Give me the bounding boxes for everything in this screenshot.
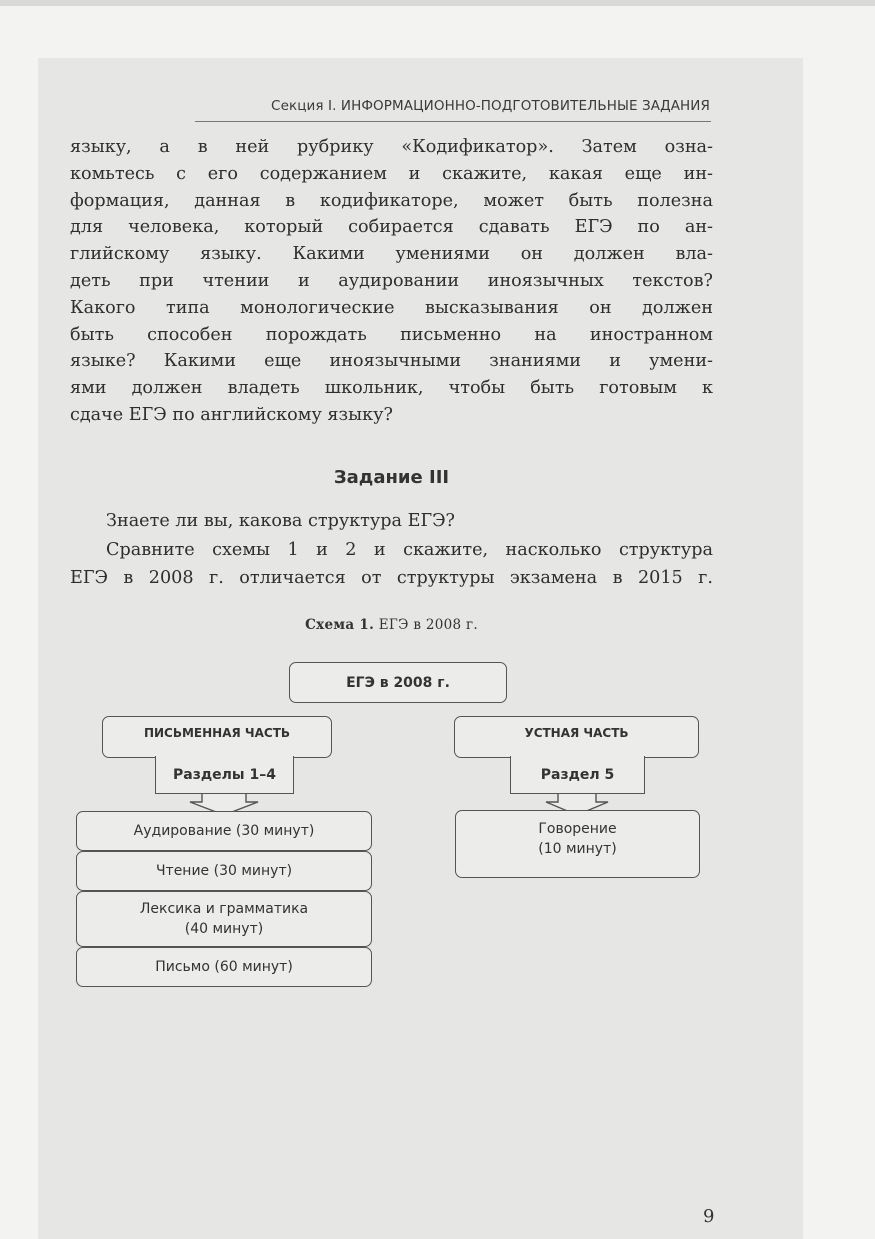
- oral-part-box: УСТНАЯ ЧАСТЬ: [454, 716, 699, 758]
- scheme-root-box: ЕГЭ в 2008 г.: [289, 662, 507, 703]
- paragraph-line: деть при чтении и аудировании иноязычных текстов?: [70, 270, 713, 291]
- caption-text: ЕГЭ в 2008 г.: [378, 617, 478, 633]
- paragraph-line: комьтесь с его содержанием и скажите, какая еще ин-: [70, 163, 713, 184]
- written-part-box: ПИСЬМЕННАЯ ЧАСТЬ: [102, 716, 332, 758]
- written-item-box: Лексика и грамматика (40 минут): [76, 891, 372, 947]
- task-question: Знаете ли вы, какова структура ЕГЭ?: [106, 511, 455, 531]
- paragraph-line: формация, данная в кодификаторе, может быть полезна: [70, 190, 713, 211]
- paragraph-line: Какого типа монологические высказывания он должен: [70, 297, 713, 318]
- written-item-box: Чтение (30 минут): [76, 851, 372, 891]
- paragraph-line: ями должен владеть школьник, чтобы быть готовым к: [70, 378, 713, 399]
- written-item-box: Письмо (60 минут): [76, 947, 372, 987]
- paragraph-line: языку, а в ней рубрику «Кодификатор». Затем озна-: [70, 137, 713, 157]
- paragraph-line: сдаче ЕГЭ по английскому языку?: [70, 404, 393, 425]
- oral-item-box: Говорение (10 минут): [455, 810, 700, 878]
- page-number: 9: [703, 1206, 715, 1227]
- paragraph-line: глийскому языку. Какими умениями он должен вла-: [70, 244, 713, 265]
- paragraph-line: языке? Какими еще иноязычными знаниями и умени-: [70, 351, 713, 372]
- oral-sections-box: Раздел 5: [510, 756, 645, 794]
- caption-label: Схема 1.: [305, 617, 375, 633]
- written-item-box: Аудирование (30 минут): [76, 811, 372, 851]
- task-title: Задание III: [333, 467, 450, 488]
- task-instruction-line: Сравните схемы 1 и 2 и скажите, насколько структура: [106, 539, 713, 560]
- paragraph-line: для человека, который собирается сдавать ЕГЭ по ан-: [70, 217, 713, 238]
- paragraph-line: быть способен порождать письменно на иностранном: [70, 324, 713, 345]
- task-instruction-line: ЕГЭ в 2008 г. отличается от структуры экзамена в 2015 г.: [70, 568, 713, 588]
- written-sections-box: Разделы 1–4: [155, 756, 294, 794]
- running-header: Секция I. ИНФОРМАЦИОННО-ПОДГОТОВИТЕЛЬНЫЕ ЗАДАНИЯ: [271, 98, 710, 114]
